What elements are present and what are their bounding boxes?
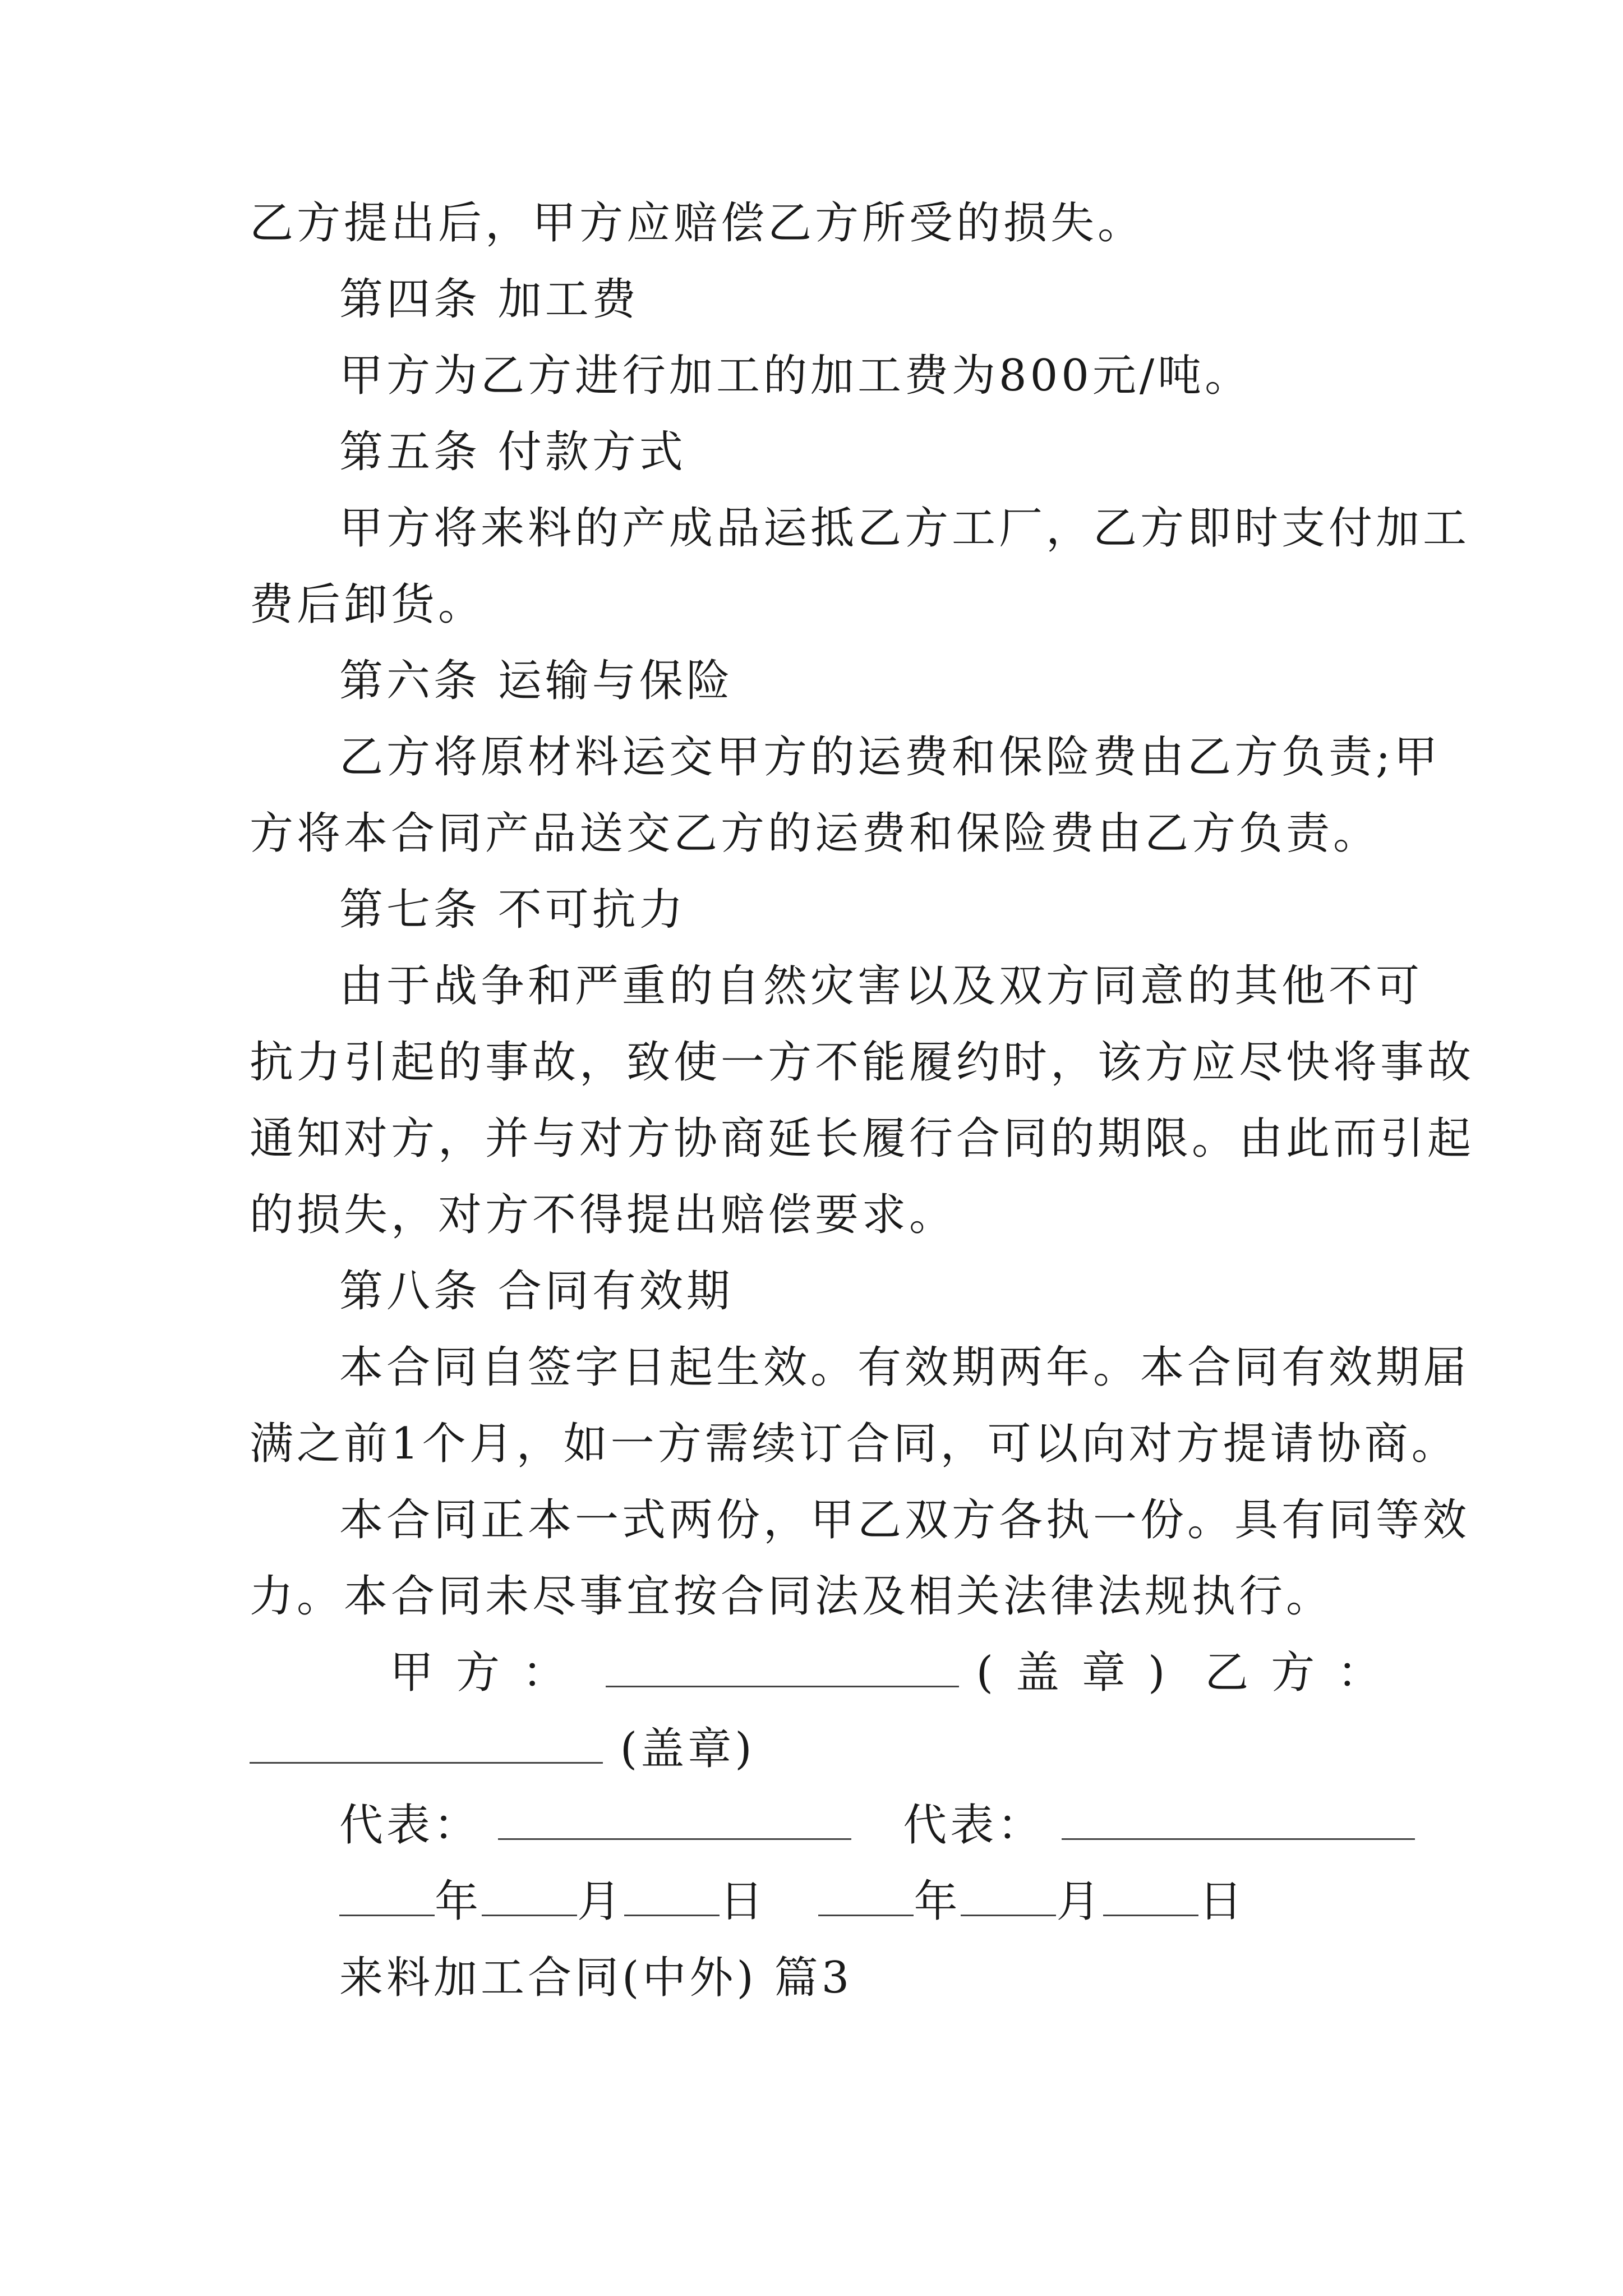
body-line: 乙方提出后，甲方应赔偿乙方所受的损失。 bbox=[250, 198, 1145, 249]
date-a-month-blank[interactable] bbox=[482, 1875, 577, 1916]
date-b-month-blank[interactable] bbox=[961, 1875, 1056, 1916]
article-8-heading: 第八条 合同有效期 bbox=[339, 1266, 734, 1317]
body-line: 由于战争和严重的自然灾害以及双方同意的其他不可 bbox=[339, 961, 1423, 1011]
body-line: 抗力引起的事故，致使一方不能履约时，该方应尽快将事故 bbox=[250, 1037, 1475, 1088]
date-b-year-blank[interactable] bbox=[818, 1875, 914, 1916]
date-a-day-label: 日 bbox=[720, 1876, 767, 1927]
body-line: 的损失，对方不得提出赔偿要求。 bbox=[250, 1190, 957, 1240]
rep-a-label: 代表： bbox=[339, 1800, 481, 1851]
date-b-day-blank[interactable] bbox=[1103, 1875, 1198, 1916]
body-line: 本合同正本一式两份，甲乙双方各执一份。具有同等效 bbox=[339, 1495, 1470, 1545]
party-a-label: 甲方： bbox=[390, 1648, 589, 1698]
date-a-year-blank[interactable] bbox=[339, 1875, 435, 1916]
party-b-seal: (盖章) bbox=[620, 1724, 755, 1774]
party-b-blank[interactable] bbox=[250, 1723, 603, 1764]
rep-b-label: 代表： bbox=[903, 1800, 1045, 1851]
body-line: 甲方将来料的产成品运抵乙方工厂，乙方即时支付加工 bbox=[339, 503, 1470, 554]
signature-line-representatives bbox=[250, 1787, 1394, 1864]
article-4-heading: 第四条 加工费 bbox=[339, 274, 639, 325]
body-line: 本合同自签字日起生效。有效期两年。本合同有效期届 bbox=[339, 1342, 1470, 1393]
party-a-blank[interactable] bbox=[606, 1646, 959, 1687]
date-a-year-label: 年 bbox=[435, 1876, 482, 1927]
body-line: 通知对方，并与对方协商延长履行合同的期限。由此而引起 bbox=[250, 1114, 1475, 1164]
signature-line-parties bbox=[250, 1635, 1404, 1711]
body-line: 费后卸货。 bbox=[250, 579, 486, 630]
rep-b-blank[interactable] bbox=[1062, 1799, 1415, 1840]
rep-a-blank[interactable] bbox=[498, 1799, 851, 1840]
document-body bbox=[250, 185, 1475, 2016]
article-6-heading: 第六条 运输与保险 bbox=[339, 656, 734, 706]
date-b-year-label: 年 bbox=[914, 1876, 961, 1927]
next-section-title: 来料加工合同(中外) 篇3 bbox=[339, 1953, 853, 2003]
party-b-label: 乙方： bbox=[1205, 1648, 1404, 1698]
article-7-heading: 第七条 不可抗力 bbox=[339, 885, 686, 935]
date-b-day-label: 日 bbox=[1198, 1876, 1246, 1927]
date-b-month-label: 月 bbox=[1056, 1876, 1104, 1927]
signature-line-dates bbox=[250, 1864, 1394, 1940]
body-line: 方将本合同产品送交乙方的运费和保险费由乙方负责。 bbox=[250, 808, 1381, 859]
article-5-heading: 第五条 付款方式 bbox=[339, 427, 686, 477]
party-a-seal: (盖章) bbox=[976, 1648, 1188, 1698]
date-a-month-label: 月 bbox=[577, 1876, 625, 1927]
body-line: 满之前1个月，如一方需续订合同，可以向对方提请协商。 bbox=[250, 1419, 1459, 1469]
date-a-day-blank[interactable] bbox=[624, 1875, 720, 1916]
body-line: 乙方将原材料运交甲方的运费和保险费由乙方负责;甲 bbox=[339, 732, 1441, 783]
body-line: 甲方为乙方进行加工的加工费为800元/吨。 bbox=[339, 351, 1252, 401]
signature-line-party-b bbox=[250, 1711, 1394, 1787]
body-line: 力。本合同未尽事宜按合同法及相关法律法规执行。 bbox=[250, 1571, 1334, 1622]
